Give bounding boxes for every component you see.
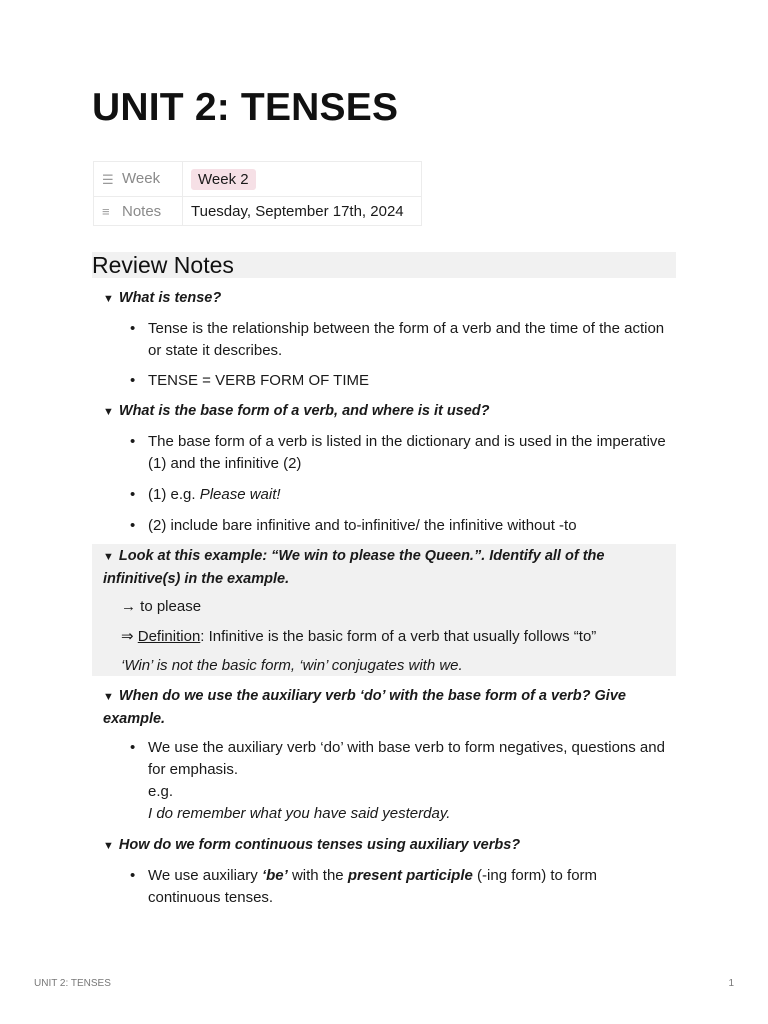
- notes-label: Notes: [122, 202, 162, 220]
- toggle-base-form[interactable]: [103, 400, 490, 423]
- example-prefix: (1) e.g.: [148, 486, 200, 503]
- triangle-down-icon[interactable]: ▼: [103, 406, 114, 418]
- bullet-text: • We use the auxiliary verb ‘do’ with base verb to form negatives, questions and for emphasis.: [148, 739, 665, 778]
- property-week-key: [94, 162, 183, 197]
- text-segment: with the: [287, 867, 348, 884]
- note-italic: ‘Win’ is not the basic form, ‘win’ conjugates with we.: [121, 657, 463, 674]
- triangle-down-icon[interactable]: ▼: [103, 551, 114, 563]
- be-emphasis: ‘be’: [261, 867, 288, 884]
- toggle-example-infinitive[interactable]: [103, 545, 663, 590]
- triangle-down-icon[interactable]: ▼: [103, 840, 114, 852]
- toggle-label: What is the base form of a verb, and where is it used?: [118, 403, 490, 419]
- definition-label: Definition: [137, 628, 201, 645]
- toggle-label: How do we form continuous tenses using auxiliary verbs?: [118, 837, 521, 853]
- text-lines-icon: ≡: [102, 204, 110, 220]
- property-notes-key: [94, 197, 183, 226]
- list-item: • (2) include bare infinitive and to-infinitive/ the infinitive without -to: [148, 515, 676, 537]
- toggle-auxiliary-do[interactable]: [103, 685, 663, 730]
- list-item: [148, 484, 676, 506]
- triangle-down-icon[interactable]: ▼: [103, 293, 114, 305]
- toggle-label: What is tense?: [118, 290, 222, 306]
- definition-arrow: ⇒: [121, 628, 138, 645]
- answer-text: → to please: [121, 598, 202, 615]
- text-segment: We use auxiliary: [148, 867, 262, 884]
- week-tag[interactable]: Week 2: [191, 169, 256, 190]
- example-italic: I do remember what you have said yesterday.: [148, 805, 451, 822]
- week-label: Week: [122, 170, 161, 188]
- property-week: [94, 162, 422, 197]
- section-heading: Review Notes: [92, 252, 676, 278]
- present-participle-emphasis: present participle: [347, 867, 473, 884]
- eg-label: e.g.: [148, 783, 174, 800]
- toggle-label: Look at this example: “We win to please the Queen.”. Identify all of the infinitive(s) in the example.: [103, 548, 605, 587]
- list-item: • Tense is the relationship between the form of a verb and the time of the action or state it describes.: [148, 318, 676, 362]
- property-notes-value[interactable]: Tuesday, September 17th, 2024: [183, 197, 422, 226]
- toggle-label: When do we use the auxiliary verb ‘do’ with the base form of a verb? Give example.: [103, 688, 626, 727]
- toggle-what-is-tense[interactable]: [103, 287, 221, 310]
- example-sentence: [148, 803, 676, 825]
- note-text: [121, 655, 463, 677]
- list-item: • TENSE = VERB FORM OF TIME: [148, 370, 676, 392]
- list-item: [148, 737, 676, 825]
- toggle-continuous-tenses[interactable]: [103, 834, 520, 857]
- triangle-down-icon[interactable]: ▼: [103, 691, 114, 703]
- list-item: [148, 865, 658, 909]
- example-italic: Please wait!: [199, 486, 281, 503]
- property-week-value[interactable]: [183, 162, 422, 197]
- page-title: UNIT 2: TENSES: [92, 86, 399, 129]
- page-number: 1: [728, 978, 734, 989]
- list-item: • The base form of a verb is listed in the dictionary and is used in the imperative (1) and the infinitive (2): [148, 431, 676, 475]
- definition-line: [121, 626, 596, 648]
- footer-title: UNIT 2: TENSES: [34, 978, 111, 989]
- text-segment: (-ing form) to form continuous tenses.: [148, 867, 598, 906]
- list-icon: ☰: [102, 171, 114, 187]
- definition-text: : Infinitive is the basic form of a verb that usually follows “to”: [200, 628, 597, 645]
- property-notes: [94, 197, 422, 226]
- properties-table: [93, 161, 422, 226]
